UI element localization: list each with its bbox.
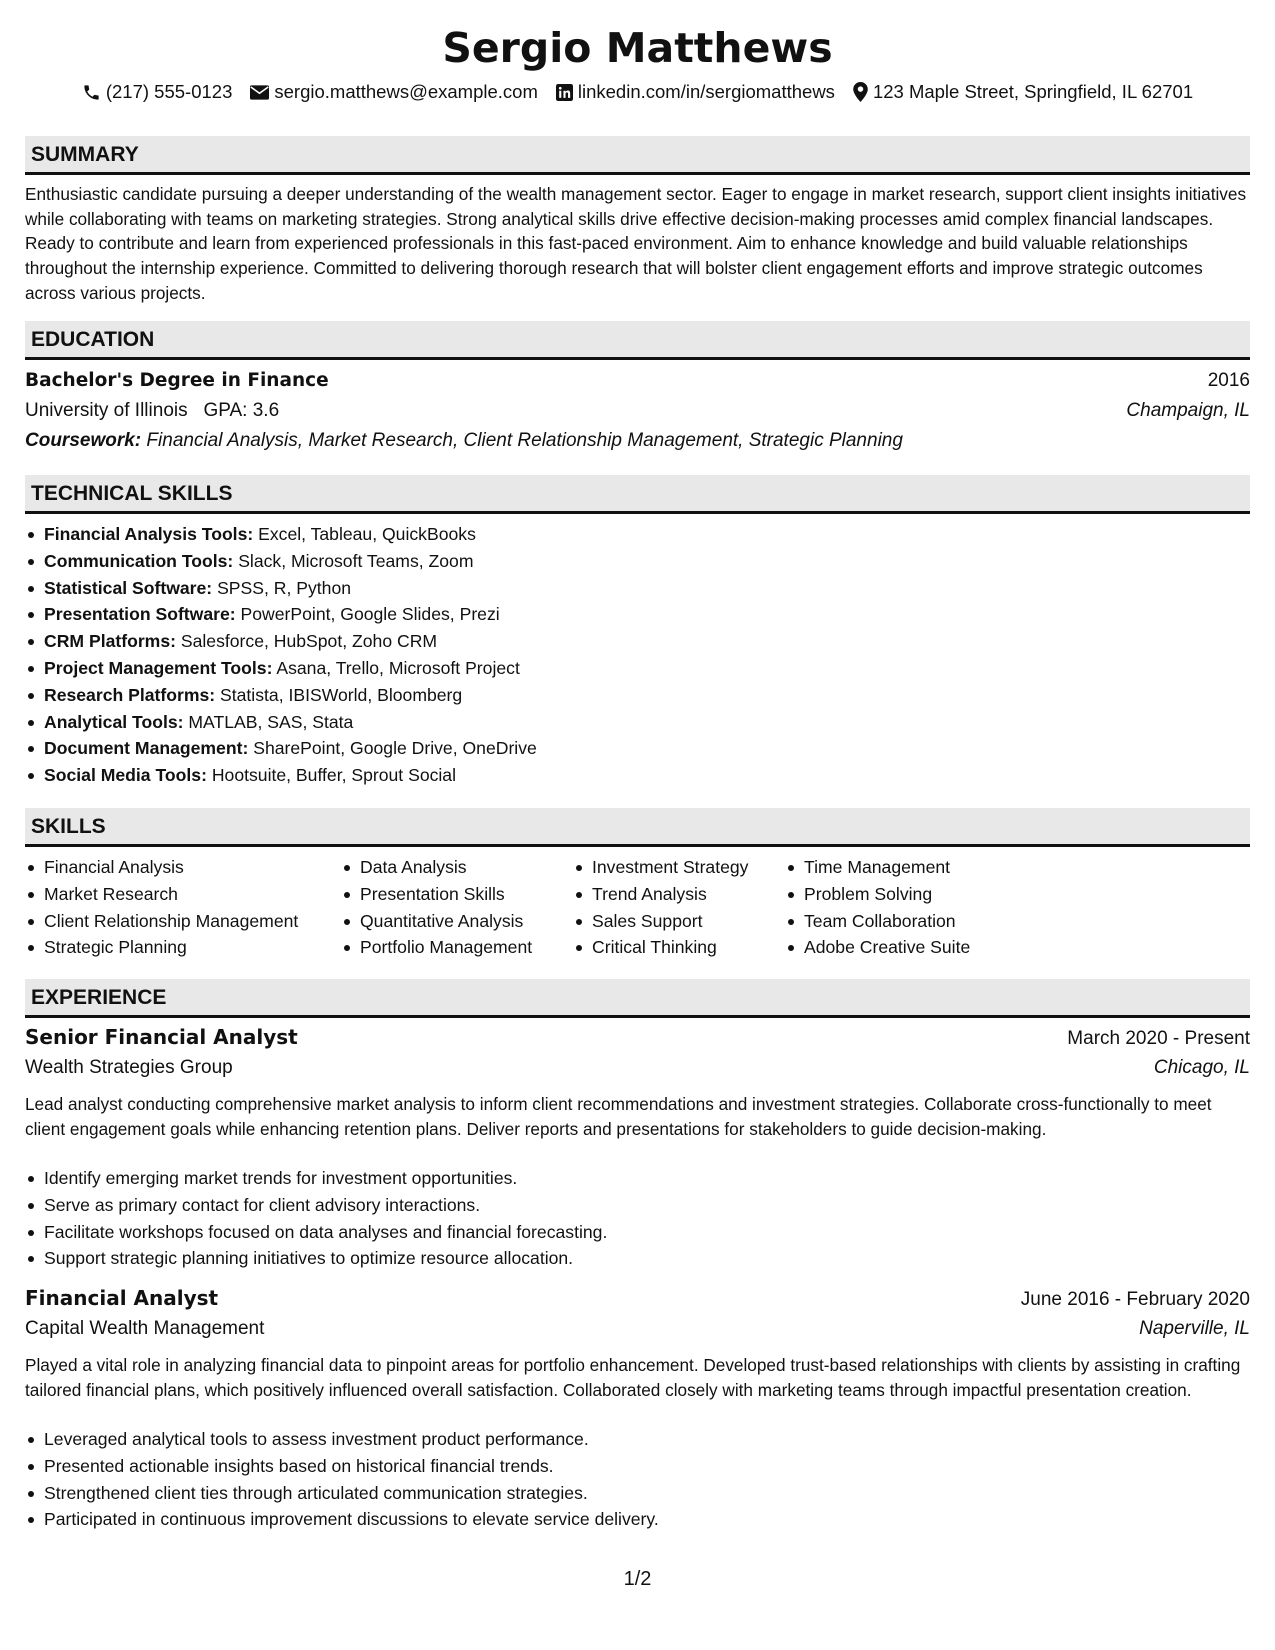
job-dates: March 2020 - Present — [1067, 1028, 1250, 1049]
job-company: Wealth Strategies Group — [25, 1057, 233, 1078]
job-description: Played a vital role in analyzing financial data to pinpoint areas for portfolio enhancement. Developed trust-based relationships with clients by assisting in crafting tailored financial plans, which positively influenced overall satisfaction. Collaborated closely with marketing teams through impactful presentation creation. — [25, 1355, 1241, 1400]
education-degree-row — [25, 368, 1250, 394]
contact-bar — [0, 80, 1275, 104]
tech-skill-label: Statistical Software: — [44, 577, 213, 598]
job-title: Financial Analyst — [25, 1286, 219, 1310]
education-school: University of Illinois — [25, 400, 188, 421]
job-company-row — [25, 1055, 1250, 1081]
phone-text: (217) 555-0123 — [105, 81, 233, 102]
job-dates: June 2016 - February 2020 — [1020, 1289, 1250, 1310]
list-item: Adobe Creative Suite — [785, 934, 970, 961]
skills-column — [25, 854, 298, 961]
list-item — [25, 521, 537, 548]
list-item: Team Collaboration — [785, 908, 970, 935]
email-text: sergio.matthews@example.com — [274, 81, 538, 102]
linkedin-icon — [556, 84, 573, 101]
list-item — [25, 762, 537, 789]
list-item: Market Research — [25, 881, 298, 908]
list-item — [25, 575, 537, 602]
candidate-name: Sergio Matthews — [442, 24, 833, 72]
coursework-list: Financial Analysis, Market Research, Client Relationship Management, Strategic Planning — [146, 430, 903, 451]
list-item — [25, 735, 537, 762]
contact-phone — [82, 80, 233, 104]
job-title-row — [25, 1285, 1250, 1313]
list-item — [25, 628, 537, 655]
job-title: Senior Financial Analyst — [25, 1025, 298, 1049]
tech-skill-value: SPSS, R, Python — [217, 577, 352, 598]
tech-skill-label: Document Management: — [44, 738, 249, 759]
tech-skill-value: Hootsuite, Buffer, Sprout Social — [211, 765, 457, 786]
list-item: Presented actionable insights based on historical financial trends. — [25, 1453, 659, 1480]
list-item: Trend Analysis — [573, 881, 748, 908]
job-company: Capital Wealth Management — [25, 1318, 265, 1339]
job-description: Lead analyst conducting comprehensive market analysis to inform client recommendations and investment strategies. Collaborate cross-functionally to meet client engagement goals while enhancing retention plans. Deliver reports and presentations for stakeholders to guide decision-making. — [25, 1094, 1212, 1139]
section-header-skills: SKILLS — [25, 808, 1250, 847]
list-item: Facilitate workshops focused on data analyses and financial forecasting. — [25, 1219, 607, 1246]
job-title-row — [25, 1024, 1250, 1052]
list-item: Problem Solving — [785, 881, 970, 908]
list-item: Sales Support — [573, 908, 748, 935]
list-item: Investment Strategy — [573, 854, 748, 881]
list-item: Data Analysis — [341, 854, 532, 881]
education-degree: Bachelor's Degree in Finance — [25, 370, 329, 391]
tech-skill-label: CRM Platforms: — [44, 631, 176, 652]
tech-skill-value: SharePoint, Google Drive, OneDrive — [253, 738, 537, 759]
list-item — [25, 682, 537, 709]
list-item: Portfolio Management — [341, 934, 532, 961]
tech-skill-value: Asana, Trello, Microsoft Project — [276, 657, 520, 678]
list-item — [25, 709, 537, 736]
tech-skill-label: Project Management Tools: — [44, 657, 273, 678]
section-header-education: EDUCATION — [25, 321, 1250, 360]
job-location: Chicago, IL — [1153, 1057, 1250, 1078]
address-text: 123 Maple Street, Springfield, IL 62701 — [872, 81, 1194, 102]
tech-skill-label: Analytical Tools: — [44, 711, 184, 732]
skills-column — [785, 854, 970, 961]
list-item: Support strategic planning initiatives to optimize resource allocation. — [25, 1245, 607, 1272]
coursework-label: Coursework: — [25, 430, 142, 451]
tech-skill-value: Slack, Microsoft Teams, Zoom — [238, 550, 474, 571]
section-header-technical-skills: TECHNICAL SKILLS — [25, 475, 1250, 514]
tech-skill-label: Presentation Software: — [44, 604, 236, 625]
list-item: Serve as primary contact for client advisory interactions. — [25, 1192, 607, 1219]
list-item: Time Management — [785, 854, 970, 881]
list-item: Strategic Planning — [25, 934, 298, 961]
summary-text: Enthusiastic candidate pursuing a deeper understanding of the wealth management sector. Eager to engage in market research, support client insights initiatives while collaborating with teams on marketing strategies. Strong analytical skills drive effective decision-making processes amid complex financial landscapes. Ready to contribute and learn from experienced professionals in this fast-paced environment. Aim to enhance knowledge and build valuable relationships throughout the internship experience. Committed to delivering thorough research that will bolster client engagement efforts and improve strategic outcomes across various projects. — [25, 184, 1247, 303]
job-location: Naperville, IL — [1139, 1318, 1250, 1339]
contact-email[interactable] — [250, 80, 538, 104]
tech-skill-label: Social Media Tools: — [44, 765, 207, 786]
contact-linkedin[interactable] — [556, 80, 835, 104]
skills-column — [573, 854, 748, 961]
technical-skills-list — [25, 521, 537, 789]
list-item — [25, 601, 537, 628]
list-item — [25, 548, 537, 575]
list-item — [25, 655, 537, 682]
skills-column — [341, 854, 532, 961]
envelope-icon — [250, 85, 269, 100]
education-gpa: GPA: 3.6 — [203, 400, 280, 421]
linkedin-text: linkedin.com/in/sergiomatthews — [577, 81, 835, 102]
tech-skill-label: Communication Tools: — [44, 550, 234, 571]
list-item: Client Relationship Management — [25, 908, 298, 935]
tech-skill-value: Salesforce, HubSpot, Zoho CRM — [180, 631, 438, 652]
tech-skill-value: MATLAB, SAS, Stata — [188, 711, 354, 732]
list-item: Leveraged analytical tools to assess investment product performance. — [25, 1426, 659, 1453]
map-pin-icon — [853, 82, 868, 102]
tech-skill-value: PowerPoint, Google Slides, Prezi — [240, 604, 500, 625]
section-header-summary: SUMMARY — [25, 136, 1250, 175]
education-location: Champaign, IL — [1126, 400, 1250, 421]
list-item: Critical Thinking — [573, 934, 748, 961]
education-year: 2016 — [1207, 370, 1250, 391]
education-school-group — [25, 398, 279, 424]
tech-skill-label: Financial Analysis Tools: — [44, 524, 254, 544]
tech-skill-value: Statista, IBISWorld, Bloomberg — [220, 684, 463, 705]
tech-skill-value: Excel, Tableau, QuickBooks — [258, 524, 476, 544]
page-number: 1/2 — [623, 1568, 652, 1590]
job-bullets — [25, 1165, 607, 1272]
education-coursework — [25, 428, 1250, 454]
contact-address — [853, 80, 1193, 104]
education-school-row — [25, 398, 1250, 424]
list-item: Participated in continuous improvement discussions to elevate service delivery. — [25, 1506, 659, 1533]
list-item: Financial Analysis — [25, 854, 298, 881]
list-item: Quantitative Analysis — [341, 908, 532, 935]
tech-skill-label: Research Platforms: — [44, 684, 216, 705]
phone-icon — [82, 83, 101, 102]
list-item: Strengthened client ties through articulated communication strategies. — [25, 1480, 659, 1507]
list-item: Identify emerging market trends for investment opportunities. — [25, 1165, 607, 1192]
list-item: Presentation Skills — [341, 881, 532, 908]
section-header-experience: EXPERIENCE — [25, 979, 1250, 1018]
job-bullets — [25, 1426, 659, 1533]
job-company-row — [25, 1316, 1250, 1342]
